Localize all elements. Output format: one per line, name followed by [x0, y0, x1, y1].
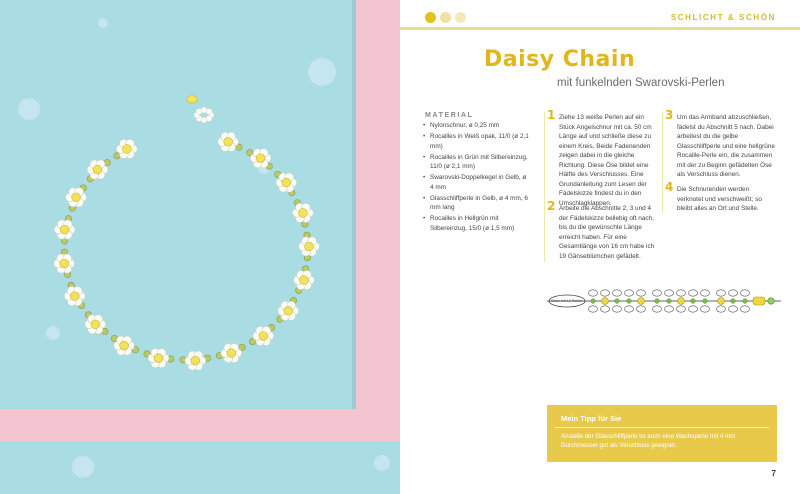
material-list	[423, 121, 531, 235]
column-divider	[662, 112, 663, 212]
glass-bead	[753, 297, 765, 305]
step-3	[665, 108, 777, 180]
material-item: • Rocailles in Grün mit Silbereinzug, 11/0 (ø 2,1 mm)	[423, 153, 531, 172]
nav-dot	[425, 12, 436, 23]
green-bead	[743, 299, 748, 304]
step-4	[665, 180, 777, 214]
yellow-center-bead	[60, 225, 69, 234]
page-subtitle: mit funkelnden Swarovski-Perlen	[557, 77, 725, 89]
green-bead	[615, 299, 620, 304]
white-bead	[677, 290, 686, 296]
instruction-page	[400, 0, 800, 494]
green-bead	[667, 299, 672, 304]
yellow-center-bead	[300, 276, 309, 285]
step-number: 4	[665, 180, 674, 194]
white-bead	[637, 306, 646, 312]
green-bead	[703, 299, 708, 304]
yellow-center-bead	[305, 242, 314, 251]
step-text: Arbeite die Abschnitte 2, 3 und 4 der Fädelskizze beliebig oft nach, bis du die gewünschte Länge erreicht haben. Für eine Gesamtlänge von 16 cm habe ich 19 Gänseblümchen gefädelt.	[559, 205, 655, 260]
diagram-label: Stelle mit 13 Perlen	[551, 299, 583, 303]
yellow-center-bead	[259, 332, 268, 341]
nav-dot	[455, 12, 466, 23]
material-item: • Nylonschnur, ø 0,25 mm	[423, 121, 531, 131]
white-bead	[689, 290, 698, 296]
tip-box	[547, 405, 777, 462]
green-bead	[591, 299, 596, 304]
clasp-loop-bead	[206, 108, 212, 114]
page-title: Daisy Chain	[484, 47, 636, 72]
green-end-bead	[768, 298, 774, 304]
threading-diagram	[545, 285, 785, 325]
step-1	[547, 108, 655, 208]
material-item: • Rocailles in Weiß opak, 11/0 (ø 2,1 mm)	[423, 132, 531, 151]
yellow-center-bead	[120, 341, 129, 350]
material-item: • Glasschliffperle in Gelb, ø 4 mm, 6 mm lang	[423, 194, 531, 213]
white-bead	[613, 290, 622, 296]
green-bead	[655, 299, 660, 304]
yellow-center-bead	[91, 320, 100, 329]
yellow-center-bead	[93, 165, 102, 174]
white-bead	[689, 306, 698, 312]
yellow-center-bead	[122, 145, 131, 154]
white-bead	[589, 290, 598, 296]
yellow-center-bead	[227, 349, 236, 358]
white-bead	[613, 306, 622, 312]
material-item: • Rocailles in Hellgrün mit Silbereinzug, 15/0 (ø 1,5 mm)	[423, 214, 531, 233]
green-bead	[691, 299, 696, 304]
material-heading: MATERIAL	[425, 112, 474, 119]
nav-dot	[440, 12, 451, 23]
white-bead	[601, 290, 610, 296]
tip-text: Anstelle der Glasschliffperle ist auch eine Wachsperle mit 4 mm Durchmesser gut als Verschluss geeignet.	[561, 433, 736, 449]
white-bead	[729, 290, 738, 296]
yellow-center-bead	[154, 354, 163, 363]
white-bead	[601, 306, 610, 312]
white-bead	[701, 306, 710, 312]
material-item: • Swarovski-Doppelkegel in Gelb, ø 4 mm	[423, 173, 531, 192]
white-bead	[729, 306, 738, 312]
white-bead	[625, 290, 634, 296]
white-bead	[701, 290, 710, 296]
yellow-center-bead	[72, 193, 81, 202]
green-bead	[731, 299, 736, 304]
column-divider	[544, 112, 545, 262]
section-label: SCHLICHT & SCHÖN	[670, 13, 776, 22]
yellow-bead	[638, 298, 645, 305]
white-bead	[717, 290, 726, 296]
white-bead	[589, 306, 598, 312]
yellow-bead	[718, 298, 725, 305]
tip-title: Mein Tipp für Sie	[561, 414, 622, 423]
yellow-center-bead	[256, 154, 265, 163]
yellow-center-bead	[299, 209, 308, 218]
yellow-center-bead	[70, 292, 79, 301]
white-bead	[741, 290, 750, 296]
yellow-bead	[678, 298, 685, 305]
white-bead	[677, 306, 686, 312]
white-bead	[637, 290, 646, 296]
yellow-center-bead	[284, 306, 293, 315]
step-number: 3	[665, 108, 674, 122]
white-bead	[741, 306, 750, 312]
step-number: 2	[547, 199, 556, 213]
yellow-center-bead	[191, 356, 200, 365]
green-bead	[627, 299, 632, 304]
white-bead	[665, 290, 674, 296]
white-bead	[717, 306, 726, 312]
clasp-bead	[186, 95, 198, 103]
step-text: Ziehe 13 weiße Perlen auf ein Stück Angelschnur mit ca. 50 cm Länge auf und schließe diese zu einem Kreis. Beide Fadenenden zeigen dabei in die gleiche Richtung. Diese Öse bildet eine Hälfte des Verschlusses. Eine Grundanleitung zum Lesen der Fädelskizze findest du in den Umschlagklappen.	[559, 114, 652, 207]
yellow-bead	[602, 298, 609, 305]
yellow-center-bead	[282, 178, 291, 187]
white-bead	[653, 306, 662, 312]
step-2	[547, 199, 655, 261]
header-rule	[400, 27, 800, 30]
tip-rule	[555, 427, 769, 428]
page-number: 7	[771, 469, 776, 478]
yellow-center-bead	[60, 259, 69, 268]
white-bead	[665, 306, 674, 312]
nav-dots	[425, 12, 466, 23]
step-number: 1	[547, 108, 556, 122]
white-bead	[653, 290, 662, 296]
yellow-center-bead	[224, 137, 233, 146]
white-bead	[625, 306, 634, 312]
step-text: Um das Armband abzuschließen, fädelst du Abschnitt 5 nach. Dabei arbeitest du die gelbe Glasschliffperle und eine hellgrüne Rocaille-Perle ein, die zusammen mit der zu Beginn gefädelten Öse als Verschluss dienen.	[677, 114, 775, 178]
step-text: Die Schnurenden werden verknotet und verschweißt; so bleibt alles an Ort und Stelle.	[677, 186, 762, 212]
